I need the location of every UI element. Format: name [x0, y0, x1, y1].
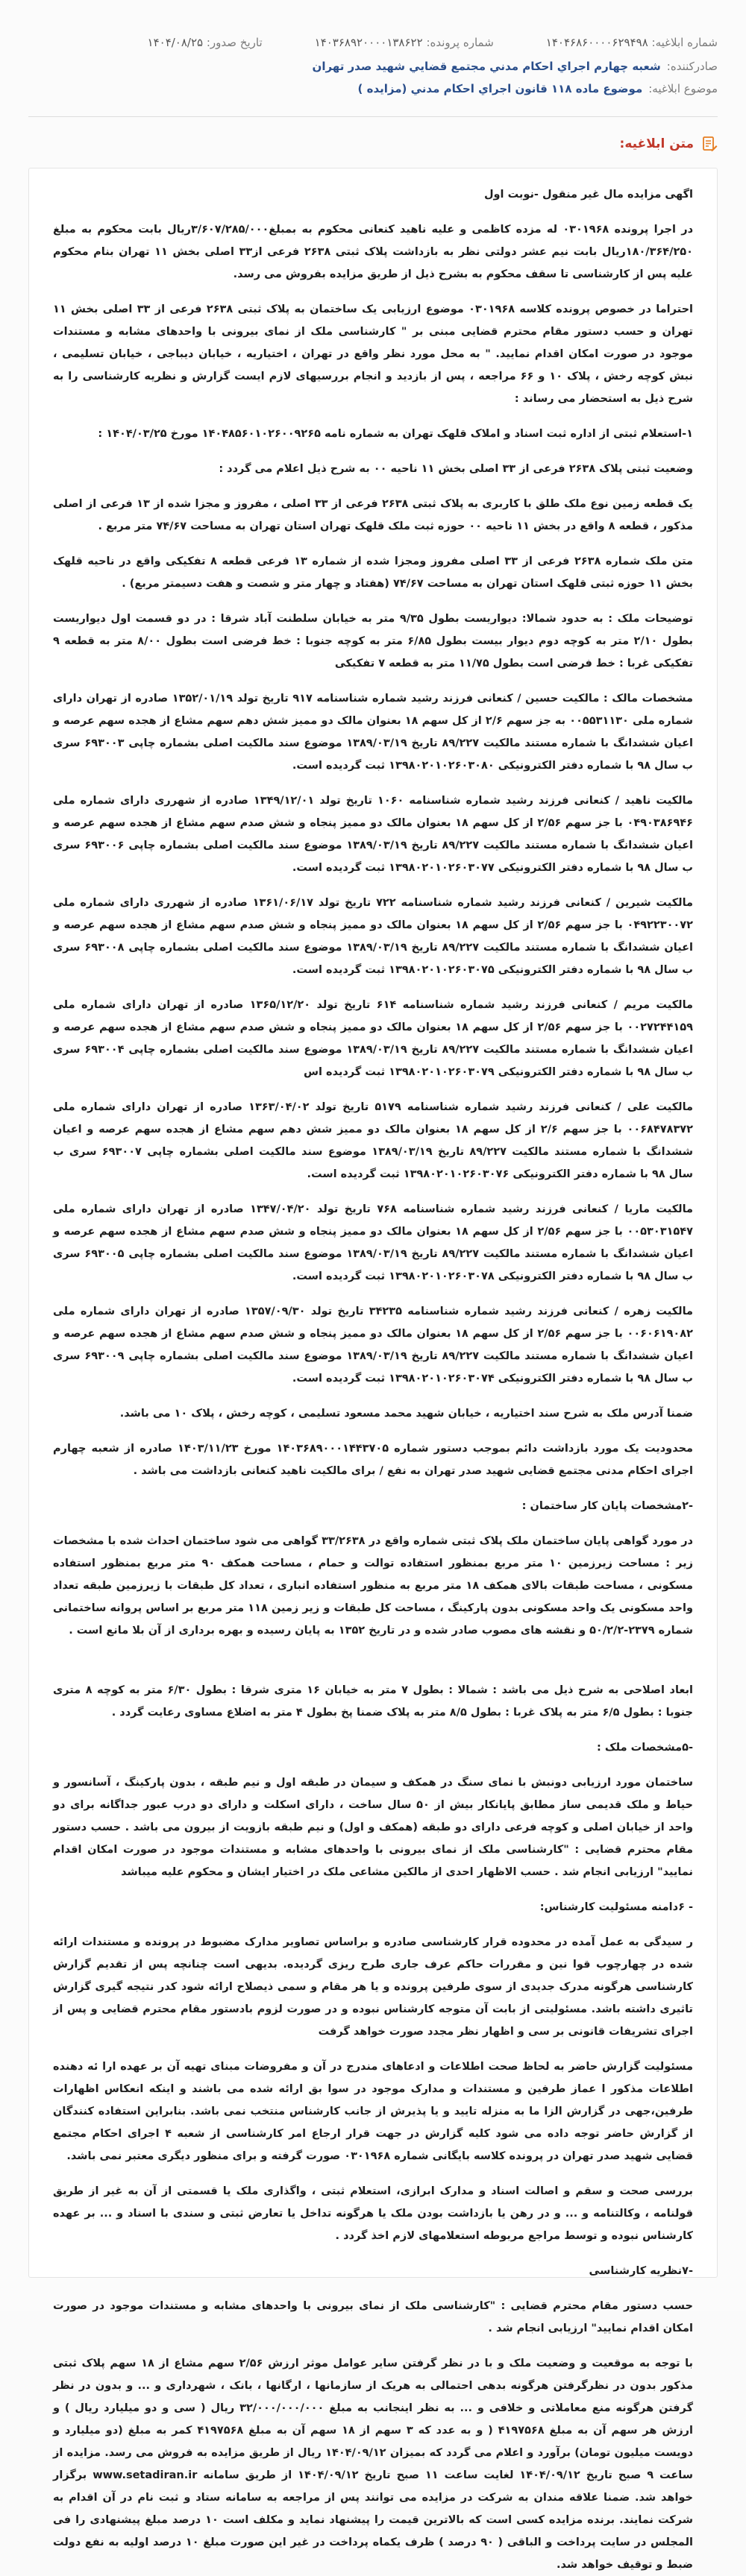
- notice-number-value: ۱۴۰۴۶۸۶۰۰۰۰۶۲۹۴۹۸: [545, 36, 648, 49]
- section-heading: -۷نظریه کارشناسی: [589, 2265, 693, 2277]
- body-paragraph: ساختمان مورد ارزیابی دونبش با نمای سنگ در همکف و سیمان در طبقه اول و نیم طبقه ، بدون پارکینگ ، آسانسور و حیاط و ملک قدیمی ساز مطابق پایانکار بیش از ۵۰ سال ساخت ، دارای اسکلت و دارای دو درب عبور جداگانه برای دو واحد از خیابان اصلی و کوچه فرعی دارای دو طبقه (همکف و اول) و نیم طبقه بازویت از بیرون می باشد . حسب دستور مقام محترم قضایی : "کارشناسی ملک از نمای بیرونی با واحدهای مشابه و مستندات موجود در صورت امکان اقدام نمایید" ارزیابی انجام شد . حسب الاظهار احدی از مالکین مشاعی ملک در اختیار ایشان و محکوم علیه میباشد: [53, 1777, 693, 1878]
- auction-heading: اگهی مزایده مال غیر منقول -نوبت اول: [483, 189, 693, 201]
- body-paragraph: در مورد گواهی پایان ساختمان ملک پلاک ثبتی شماره واقع در ۳۳/۲۶۳۸ گواهی می شود ساختمان احداث شده با مشخصات زیر : مساحت زیرزمین ۱۰ متر مربع بمنظور استفاده توالت و حمام ، مساحت همکف ۹۰ متر مربع بمنظور استفاده مسکونی ، مساحت طبقات بالای همکف ۱۸ متر مربع به منظور استفاده انباری ، تعداد کل طبقات با زیرزمین طبقه تعداد واحد مسکونی یک واحد مسکونی بدون پارکینگ ، مساحت کل طبقات و زیر زمین ۱۱۸ متر مربع بر اساس پروانه ساختمانی شماره ۲۳۷۹-۵۰/۲/۲ و نقشه های مصوب صادر شده و در تاریخ ۱۳۵۲ به پایان رسیده و بهره برداری از آن بلا مانع است .: [53, 1535, 694, 1637]
- body-paragraph: احتراما در خصوص پرونده کلاسه ۰۳۰۱۹۶۸ موضوع ارزیابی یک ساختمان به پلاک ثبتی ۲۶۳۸ فرعی از ۳۳ اصلی بخش ۱۱ تهران و حسب دستور مقام محترم قضایی مبنی بر " کارشناسی ملک از نمای بیرونی با واحدهای مشابه و مستندات موجود در صورت امکان اقدام نمایید. " به محل مورد نظر واقع در تهران ، اختیاریه ، خیابان دیباجی ، خیابان تسلیمی ، نبش کوچه رخش ، پلاک ۱۰ و ۶۶ مراجعه ، پس از بازدید و انجام بررسیهای لازم ایست گزارش و نظریه کارشناسی را به شرح ذیل به استحضار می رساند :: [53, 303, 694, 405]
- body-paragraph: ۱-استعلام ثبتی از اداره ثبت اسناد و املاک قلهک تهران به شماره نامه ۱۴۰۴۸۵۶۰۱۰۲۶۰۰۹۲۶۵ مورخ ۱۴۰۴/۰۳/۲۵ :: [98, 428, 693, 440]
- metadata-row-numbers: [28, 30, 718, 55]
- owner-paragraph: مالکیت ماریا / کنعانی فرزند رشید شماره شناسنامه ۷۶۸ تاریخ تولد ۱۳۴۷/۰۴/۲۰ صادره از تهران دارای شماره ملی ۰۰۵۳۰۳۱۵۴۷ با جز سهم ۲/۵۶ از کل سهم ۱۸ بعنوان مالک دو ممیز پنجاه و شش صدم سهم مشاع از هجده سهم عرصه و اعیان ششدانگ با شماره مستند مالکیت ۸۹/۲۲۷ تاریخ ۱۳۸۹/۰۳/۱۹ موضوع سند مالکیت اصلی بشماره چاپی ۶۹۳۰۰۵ سری ب سال ۹۸ با شماره دفتر الکترونیکی ۱۳۹۸۰۲۰۱۰۲۶۰۳۰۷۸ ثبت گردیده است.: [53, 1203, 693, 1282]
- body-paragraph: محدودیت یک مورد بازداشت دائم بموجب دستور شماره ۱۴۰۳۶۸۹۰۰۰۱۴۴۳۷۰۵ مورخ ۱۴۰۳/۱۱/۲۳ صادره از شعبه چهارم اجرای احکام مدنی مجتمع قضایی شهید صدر تهران به نفع / برای مالکیت ناهید کنعانی بازداشت می باشد .: [53, 1443, 693, 1477]
- owner-paragraph: مالکیت شیرین / کنعانی فرزند رشید شماره شناسنامه ۷۲۲ تاریخ تولد ۱۳۶۱/۰۶/۱۷ صادره از شهرری دارای شماره ملی ۰۴۹۲۲۳۰۰۷۲ با جز سهم ۲/۵۶ از کل سهم ۱۸ بعنوان مالک دو ممیز پنجاه و شش صدم سهم مشاع از هجده سهم عرصه و اعیان ششدانگ با شماره مستند مالکیت ۸۹/۲۲۷ تاریخ ۱۳۸۹/۰۳/۱۹ موضوع سند مالکیت اصلی بشماره چاپی ۶۹۳۰۰۸ سری ب سال ۹۸ با شماره دفتر الکترونیکی ۱۳۹۸۰۲۰۱۰۲۶۰۳۰۷۵ ثبت گردیده است.: [53, 897, 693, 976]
- issue-date-label: تاریخ صدور:: [206, 36, 263, 49]
- body-paragraph: یک قطعه زمین نوع ملک طلق با کاربری به پلاک ثبتی ۲۶۳۸ فرعی از ۳۳ اصلی ، مفروز و مجزا شده از ۱۳ فرعی از اصلی مذکور ، قطعه ۸ واقع در بخش ۱۱ ناحیه ۰۰ حوزه ثبت ملک قلهک تهران استان تهران به مساحت ۷۴/۶۷ متر مربع .: [53, 498, 693, 532]
- body-paragraph: ضمنا آدرس ملک به شرح سند اختیاریه ، خیابان شهید محمد مسعود تسلیمی ، کوچه رخش ، پلاک ۱۰ می باشد.: [119, 1408, 693, 1420]
- body-paragraph: مسئولیت گزارش حاضر به لحاظ صحت اطلاعات و ادعاهای مندرج در آن و مفروضات مبنای تهیه آن بر عهده ارا ئه دهنده اطلاعات مذکور ا عماز طرفین و مستندات و مدارک موجود در سوا بق ارائه شده می باشند و اینکه انعکاس اظهارات طرفین،جهی در گزارش الزا ما به منزله تایید و یا پذیرش از جانب کارشناس منتخب نمی باشد. بنابراین استفاده کنندگان از گزارش حاضر توجه داده می شود کلیه گزارش در جهت قرار ارجاع امر کارشناسی از شعبه ۴ اجرای احکام مجتمع قضایی شهید صدر تهران در پرونده کلاسه بایگانی شماره ۰۳۰۱۹۶۸ صورت گرفته و برای منظور دیگری معتبر نمی باشد.: [53, 2061, 693, 2162]
- issue-date-value: ۱۴۰۴/۰۸/۲۵: [147, 36, 204, 49]
- body-paragraph: در اجرا پرونده ۰۳۰۱۹۶۸ له مزده کاظمی و علیه ناهید کنعانی محکوم به بمبلغ۳/۶۰۷/۲۸۵/۰۰۰ریال بابت محکوم به مبلغ ۱۸۰/۳۶۴/۲۵۰ریال بابت نیم عشر دولتی نظر به بازداشت پلاک ثبتی ۲۶۳۸ فرعی از۳۳ اصلی بخش ۱۱ تهران بنام محکوم علیه پس از کارشناسی تا سقف محکوم به بشرح ذیل از طریق مزایده بفروش می رسد.: [53, 224, 694, 280]
- owner-paragraph: مشخصات مالک : مالکیت حسین / کنعانی فرزند رشید شماره شناسنامه ۹۱۷ تاریخ تولد ۱۳۵۲/۰۱/۱۹ صادره از تهران دارای شماره ملی ۰۰۵۵۳۱۱۳۰ به جز سهم ۲/۶ از کل سهم ۱۸ بعنوان مالک دو ممیز شش دهم سهم مشاع از هجده سهم عرصه و اعیان ششدانگ با شماره مستند مالکیت ۸۹/۲۲۷ تاریخ ۱۳۸۹/۰۳/۱۹ موضوع سند مالکیت اصلی بشماره چاپی ۶۹۳۰۰۳ سری ب سال ۹۸ با شماره دفتر الکترونیکی ۱۳۹۸۰۲۰۱۰۲۶۰۳۰۸۰ ثبت گردیده است.: [53, 693, 694, 772]
- issuer-label: صادرکننده:: [666, 60, 718, 73]
- owner-paragraph: مالکیت ناهید / کنعانی فرزند رشید شماره شناسنامه ۱۰۶۰ تاریخ تولد ۱۳۴۹/۱۲/۰۱ صادره از شهرری دارای شماره ملی ۰۴۹۰۳۸۶۹۴۶ با جز سهم ۲/۵۶ از کل سهم ۱۸ بعنوان مالک دو ممیز پنجاه و شش صدم سهم مشاع از هجده سهم عرصه و اعیان ششدانگ با شماره مستند مالکیت ۸۹/۲۲۷ تاریخ ۱۳۸۹/۰۳/۱۹ موضوع سند مالکیت اصلی بشماره چاپی ۶۹۳۰۰۶ سری ب سال ۹۸ با شماره دفتر الکترونیکی ۱۳۹۸۰۲۰۱۰۲۶۰۳۰۷۷ ثبت گردیده است.: [53, 795, 693, 874]
- notice-text-heading: [28, 130, 718, 157]
- case-number-value: ۱۴۰۳۶۸۹۲۰۰۰۰۱۳۸۶۲۲: [314, 36, 423, 49]
- case-number: [315, 34, 494, 51]
- body-paragraph: توضیحات ملک : به حدود شمالا: دیواریست بطول ۹/۳۵ متر به خیابان سلطنت آباد شرقا : در دو قسمت اول دیواریست بطول ۲/۱۰ متر به کوچه دوم دیوار بیست بطول ۶/۸۵ متر به کوچه جنوبا : خط فرضی است بطول ۸/۰۰ متر به قطعه ۹ تفکیکی غربا : خط فرضی است بطول ۱۱/۷۵ متر به قطعه ۷ تفکیکی: [53, 613, 694, 670]
- issuer-row: [28, 55, 718, 78]
- subject-value: موضوع ماده ۱۱۸ قانون اجراي احكام مدني (مزايده ): [357, 82, 643, 95]
- section-heading: -۵مشخصات ملک :: [596, 1742, 693, 1754]
- body-paragraph: ر سیدگی به عمل آمده در محدوده قرار کارشناسی صادره و براساس تصاویر مدارک مضبوط در پرونده و مستندات ارائه شده در چهارچوب قوا نین و مقررات حاکم عرف جاری طرح ریزی گردیده. بدیهی است چنانچه پس از تقدیم گزارش کارشناسی هرگونه مدرک جدیدی از سوی طرفین پرونده و یا هر مقام و سمی ذیصلاح ارائه شود کدر نتیجه گیری گزارش تاثیری داشته باشد. مسئولیتی از بابت آن متوجه کارشناس نبوده و در صورت لزوم بادستور مقام محترم قضایی و پس از اجرای تشریفات قانونی بر سی و اظهار نظر مجدد صورت خواهد گرفت: [53, 1936, 693, 2038]
- body-paragraph: متن ملک شماره ۲۶۳۸ فرعی از ۳۳ اصلی مفروز ومجزا شده از شماره ۱۳ فرعی قطعه ۸ تفکیکی واقع در ناحیه قلهک بخش ۱۱ حوزه ثبتی قلهک استان تهران به مساحت ۷۴/۶۷ (هفتاد و چهار متر و شصت و هفت دسیمتر مربع) .: [53, 555, 693, 590]
- notice-number: [546, 34, 718, 51]
- notice-body: [28, 168, 718, 2571]
- subject-label: موضوع ابلاغیه:: [648, 82, 718, 95]
- body-paragraph: وضعیت ثبتی پلاک ۲۶۳۸ فرعی از ۳۳ اصلی بخش ۱۱ ناحیه ۰۰ به شرح ذیل اعلام می گردد :: [219, 463, 693, 475]
- section-heading: - ۶دامنه مسئولیت کارشناس:: [539, 1901, 693, 1913]
- header-divider: [28, 116, 718, 117]
- issue-date: [148, 34, 263, 51]
- subject-row: [28, 78, 718, 100]
- section-heading: -۲مشخصات پایان کار ساختمان :: [521, 1500, 693, 1512]
- owner-paragraph: مالکیت مریم / کنعانی فرزند رشید شماره شناسنامه ۶۱۴ تاریخ تولد ۱۳۶۵/۱۲/۲۰ صادره از تهران دارای شماره ملی ۰۰۲۷۲۴۴۱۵۹ با جز سهم ۲/۵۶ از کل سهم ۱۸ بعنوان مالک دو ممیز پنجاه و شش صدم سهم مشاع از هجده سهم عرصه و اعیان ششدانگ با شماره مستند مالکیت ۸۹/۲۲۷ تاریخ ۱۳۸۹/۰۳/۱۹ موضوع سند مالکیت اصلی بشماره چاپی ۶۹۳۰۰۴ سری ب سال ۹۸ با شماره دفتر الکترونیکی ۱۳۹۸۰۲۰۱۰۲۶۰۳۰۷۹ ثبت گردیده اس: [53, 999, 693, 1078]
- owner-paragraph: مالکیت زهره / کنعانی فرزند رشید شماره شناسنامه ۳۴۲۳۵ تاریخ تولد ۱۳۵۷/۰۹/۳۰ صادره از تهران دارای شماره ملی ۰۰۶۰۶۱۹۰۸۲ با جز سهم ۲/۵۶ از کل سهم ۱۸ بعنوان مالک دو ممیز پنجاه و شش صدم سهم مشاع از هجده سهم عرصه و اعیان ششدانگ با شماره مستند مالکیت ۸۹/۲۲۷ تاریخ ۱۳۸۹/۰۳/۱۹ موضوع سند مالکیت اصلی بشماره چاپی ۶۹۳۰۰۹ سری ب سال ۹۸ با شماره دفتر الکترونیکی ۱۳۹۸۰۲۰۱۰۲۶۰۳۰۷۴ ثبت گردیده است.: [53, 1306, 693, 1385]
- issuer-value: شعبه چهارم اجراي احكام مدني مجتمع قضايي شهيد صدر تهران: [312, 60, 661, 73]
- document-pen-icon: [701, 136, 718, 152]
- owner-paragraph: مالکیت علی / کنعانی فرزند رشید شماره شناسنامه ۵۱۷۹ تاریخ تولد ۱۳۶۳/۰۴/۰۲ صادره از تهران دارای شماره ملی ۰۰۶۸۴۷۸۳۷۲ با جز سهم ۲/۶ از کل سهم ۱۸ بعنوان مالک دو ممیز شش دهم سهم مشاع از هجده سهم عرصه و اعیان ششدانگ با شماره مستند مالکیت ۸۹/۲۲۷ تاریخ ۱۳۸۹/۰۳/۱۹ موضوع سند مالکیت اصلی بشماره چاپی ۶۹۳۰۰۷ سری ب سال ۹۸ با شماره دفتر الکترونیکی ۱۳۹۸۰۲۰۱۰۲۶۰۳۰۷۶ ثبت گردیده است.: [53, 1101, 694, 1180]
- case-number-label: شماره پرونده:: [426, 36, 494, 49]
- notice-metadata: [0, 0, 746, 100]
- body-paragraph: حسب دستور مقام محترم قضایی : "کارشناسی ملک از نمای بیرونی با واحدهای مشابه و مستندات موجود در صورت امکان اقدام نمایید" ارزیابی انجام شد .: [53, 2300, 693, 2334]
- body-paragraph: ابعاد اصلاحی به شرح ذیل می باشد : شمالا : بطول ۷ متر به خیابان ۱۶ متری شرقا : بطول ۶/۳۰ متر به کوچه ۸ متری جنوبا : بطول ۶/۵ متر به پلاک غربا : بطول ۸/۵ متر به پلاک ضمنا پخ بطول ۴ متر به اضلاع مساوی رعایت گردد .: [53, 1684, 694, 1719]
- body-paragraph: بررسی صحت و سقم و اصالت اسناد و مدارک ابرازی، استعلام ثبتی ، واگذاری ملک یا قسمتی از آن به غیر از طریق قولنامه ، وکالتنامه و ... و در رهن یا بازداشت بودن ملک یا هرگونه تداخل یا تعارض ثبتی و سندی با اسناد و ... بر عهده کارشناس نبوده و توسط مراجع مربوطه استعلامهای لازم اخذ گردد .: [53, 2185, 693, 2242]
- notice-number-label: شماره ابلاغیه:: [651, 36, 718, 49]
- notice-text-title: متن ابلاغیه:: [619, 136, 694, 151]
- body-paragraph: با توجه به موقعیت و وضعیت ملک و با در نظر گرفتن سایر عوامل موثر ارزش ۲/۵۶ سهم مشاع از ۱۸ سهم پلاک ثبتی مذکور بدون در نظرگرفتن هرگونه بدهی احتمالی به هریک از سازمانها ، ارگانها ، بانک ، شهرداری و ... و بدون در نظر گرفتن هرگونه منع معاملاتی و خلافی و ... به نظر اینجانب به مبلغ ۳۲/۰۰۰/۰۰۰/۰۰۰ ریال ( سی و دو میلیارد ریال ) و ارزش هر سهم آن به مبلغ ۴۱۹۷۵۶۸ ( و به عدد که ۳ سهم از ۱۸ سهم آن به مبلغ ۴۱۹۷۵۶۸ کمر به مبلغ (دو میلیارد و دویست میلیون تومان) برآورد و اعلام می گردد که بمیزان ۱۴۰۴/۰۹/۱۲ ریال از طریق مزایده به فروش می رسد. مزایده از ساعت ۹ صبح تاریخ ۱۴۰۴/۰۹/۱۲ لغایت ساعت ۱۱ صبح تاریخ ۱۴۰۴/۰۹/۱۲ از طریق سامانه www.setadiran.ir برگزار خواهد شد. ضمنا علاقه مندان به شرکت در مزایده می توانند پس از مراجعه به سامانه ستاد و ثبت نام در آن اقدام به شرکت نمایند. برنده مزایده کسی است که بالاترین قیمت را پیشنهاد نماید و مکلف است ۱۰ درصد مبلغ پیشنهادی را فی المجلس در سایت پرداخت و الباقی ( ۹۰ درصد ) ظرف یکماه پرداخت در غیر این صورت مبلغ ۱۰ درصد اولیه به نفع دولت ضبط و توقیف خواهد شد.: [53, 2358, 694, 2571]
